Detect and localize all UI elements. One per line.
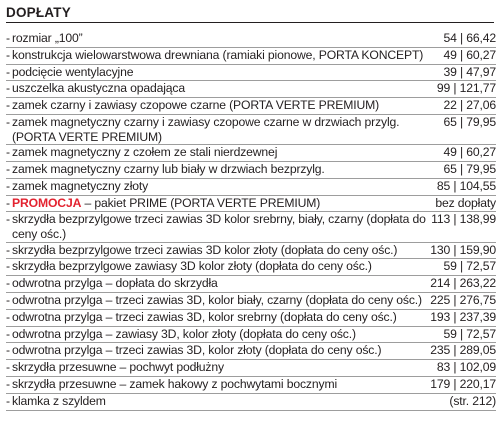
row-bullet: - xyxy=(6,161,10,176)
row-label: odwrotna przylga – trzeci zawias 3D, kolor srebrny (dopłata do ceny ośc.) xyxy=(12,309,397,324)
row-label: skrzydła bezprzylgowe trzeci zawias 3D kolor srebrny, biały, czarny (dopłata do ceny ośc.) xyxy=(12,212,426,241)
row-label: odwrotna przylga – zawiasy 3D, kolor złoty (dopłata do ceny ośc.) xyxy=(12,326,356,341)
surcharge-row xyxy=(6,162,496,179)
row-description xyxy=(12,327,444,343)
row-description xyxy=(12,65,444,81)
row-bullet: - xyxy=(6,212,10,227)
row-description xyxy=(12,115,444,144)
surcharge-row xyxy=(6,98,496,115)
row-bullet: - xyxy=(6,309,10,324)
row-bullet: - xyxy=(6,114,10,129)
row-description xyxy=(12,31,444,47)
row-bullet: - xyxy=(6,376,10,391)
row-description xyxy=(12,259,444,275)
surcharge-row xyxy=(6,259,496,276)
surcharge-row xyxy=(6,243,496,260)
row-price: 179 | 220,17 xyxy=(430,376,496,391)
row-price: bez dopłaty xyxy=(435,195,496,210)
row-bullet: - xyxy=(6,47,10,62)
row-bullet: - xyxy=(6,98,10,113)
row-price: 214 | 263,22 xyxy=(430,276,496,291)
surcharge-row xyxy=(6,31,496,48)
row-description xyxy=(12,162,444,178)
row-label: odwrotna przylga – trzeci zawias 3D, kolor biały, czarny (dopłata do ceny ośc.) xyxy=(12,292,422,307)
row-label: zamek czarny i zawiasy czopowe czarne (PORTA VERTE PREMIUM) xyxy=(12,98,380,113)
surcharge-row xyxy=(6,360,496,377)
row-label: podcięcie wentylacyjne xyxy=(12,64,134,79)
surcharge-row xyxy=(6,377,496,394)
row-description xyxy=(12,343,430,359)
row-price: 225 | 276,75 xyxy=(430,292,496,307)
row-label: zamek magnetyczny złoty xyxy=(12,178,149,193)
section-title: DOPŁATY xyxy=(6,4,494,23)
row-bullet: - xyxy=(6,360,10,375)
row-price: 22 | 27,06 xyxy=(443,98,496,113)
row-bullet: - xyxy=(6,393,10,408)
row-description xyxy=(12,293,430,309)
row-label: konstrukcja wielowarstwowa drewniana (ramiaki pionowe, PORTA KONCEPT) xyxy=(12,47,424,62)
row-label: skrzydła przesuwne – pochwyt podłużny xyxy=(12,360,224,375)
row-bullet: - xyxy=(6,81,10,96)
row-price: 85 | 104,55 xyxy=(436,178,496,193)
row-bullet: - xyxy=(6,242,10,257)
row-bullet: - xyxy=(6,31,10,45)
row-price: 49 | 60,27 xyxy=(443,47,496,62)
surcharge-row xyxy=(6,394,496,411)
row-description xyxy=(12,98,444,114)
row-price: 113 | 138,99 xyxy=(431,212,496,227)
row-description xyxy=(12,377,430,393)
row-label: zamek magnetyczny czarny i zawiasy czopowe czarne w drzwiach przylg. (PORTA VERTE PREMIUM) xyxy=(12,114,400,144)
row-price: 99 | 121,77 xyxy=(436,81,496,96)
row-price: 65 | 79,95 xyxy=(443,161,496,176)
row-price: (str. 212) xyxy=(449,393,496,408)
surcharge-row xyxy=(6,276,496,293)
row-description xyxy=(12,276,430,292)
row-bullet: - xyxy=(6,64,10,79)
row-price: 65 | 79,95 xyxy=(443,114,496,129)
row-label: odwrotna przylga – dopłata do skrzydła xyxy=(12,276,218,291)
row-label: uszczelka akustyczna opadająca xyxy=(12,81,185,96)
row-price: 39 | 47,97 xyxy=(443,64,496,79)
row-description xyxy=(12,394,449,410)
surcharge-row xyxy=(6,212,496,242)
row-description xyxy=(12,243,430,259)
surcharge-row xyxy=(6,81,496,98)
row-description xyxy=(12,360,437,376)
row-price: 193 | 237,39 xyxy=(430,309,496,324)
row-bullet: - xyxy=(6,259,10,274)
row-label: skrzydła przesuwne – zamek hakowy z pochwytami bocznymi xyxy=(12,376,338,391)
surcharge-row xyxy=(6,65,496,82)
row-price: 49 | 60,27 xyxy=(443,145,496,160)
surcharge-row xyxy=(6,145,496,162)
promo-label: PROMOCJA xyxy=(12,195,82,210)
row-label: skrzydła bezprzylgowe trzeci zawias 3D kolor złoty (dopłata do ceny ośc.) xyxy=(12,242,398,257)
row-bullet: - xyxy=(6,145,10,160)
row-description xyxy=(12,48,444,63)
row-description xyxy=(12,145,444,161)
row-bullet: - xyxy=(6,178,10,193)
surcharge-row xyxy=(6,293,496,310)
row-description xyxy=(12,212,431,241)
row-price: 83 | 102,09 xyxy=(436,360,496,375)
surcharge-row xyxy=(6,115,496,145)
surcharge-row xyxy=(6,179,496,196)
row-price: 54 | 66,42 xyxy=(443,31,496,45)
row-bullet: - xyxy=(6,276,10,291)
surcharge-row xyxy=(6,196,496,213)
row-label: zamek magnetyczny czarny lub biały w drzwiach bezprzylg. xyxy=(12,161,325,176)
row-description xyxy=(12,179,437,195)
surcharge-list xyxy=(6,31,496,411)
row-price: 59 | 72,57 xyxy=(443,326,496,341)
surcharge-row xyxy=(6,327,496,344)
row-bullet: - xyxy=(6,292,10,307)
row-price: 130 | 159,90 xyxy=(430,242,496,257)
row-description xyxy=(12,81,437,97)
row-description xyxy=(12,196,435,212)
row-label: zamek magnetyczny z czołem ze stali nierdzewnej xyxy=(12,145,278,160)
row-label: – pakiet PRIME (PORTA VERTE PREMIUM) xyxy=(81,195,321,210)
row-price: 59 | 72,57 xyxy=(443,259,496,274)
row-label: skrzydła bezprzylgowe zawiasy 3D kolor złoty (dopłata do ceny ośc.) xyxy=(12,259,372,274)
row-bullet: - xyxy=(6,326,10,341)
row-bullet: - xyxy=(6,195,10,210)
surcharge-row xyxy=(6,48,496,65)
row-price: 235 | 289,05 xyxy=(430,343,496,358)
row-label: odwrotna przylga – trzeci zawias 3D, kolor złoty (dopłata do ceny ośc.) xyxy=(12,343,382,358)
row-label: rozmiar „100” xyxy=(12,31,83,45)
row-label: klamka z szyldem xyxy=(12,393,106,408)
row-description xyxy=(12,310,430,326)
surcharge-row xyxy=(6,343,496,360)
surcharge-row xyxy=(6,310,496,327)
row-bullet: - xyxy=(6,343,10,358)
